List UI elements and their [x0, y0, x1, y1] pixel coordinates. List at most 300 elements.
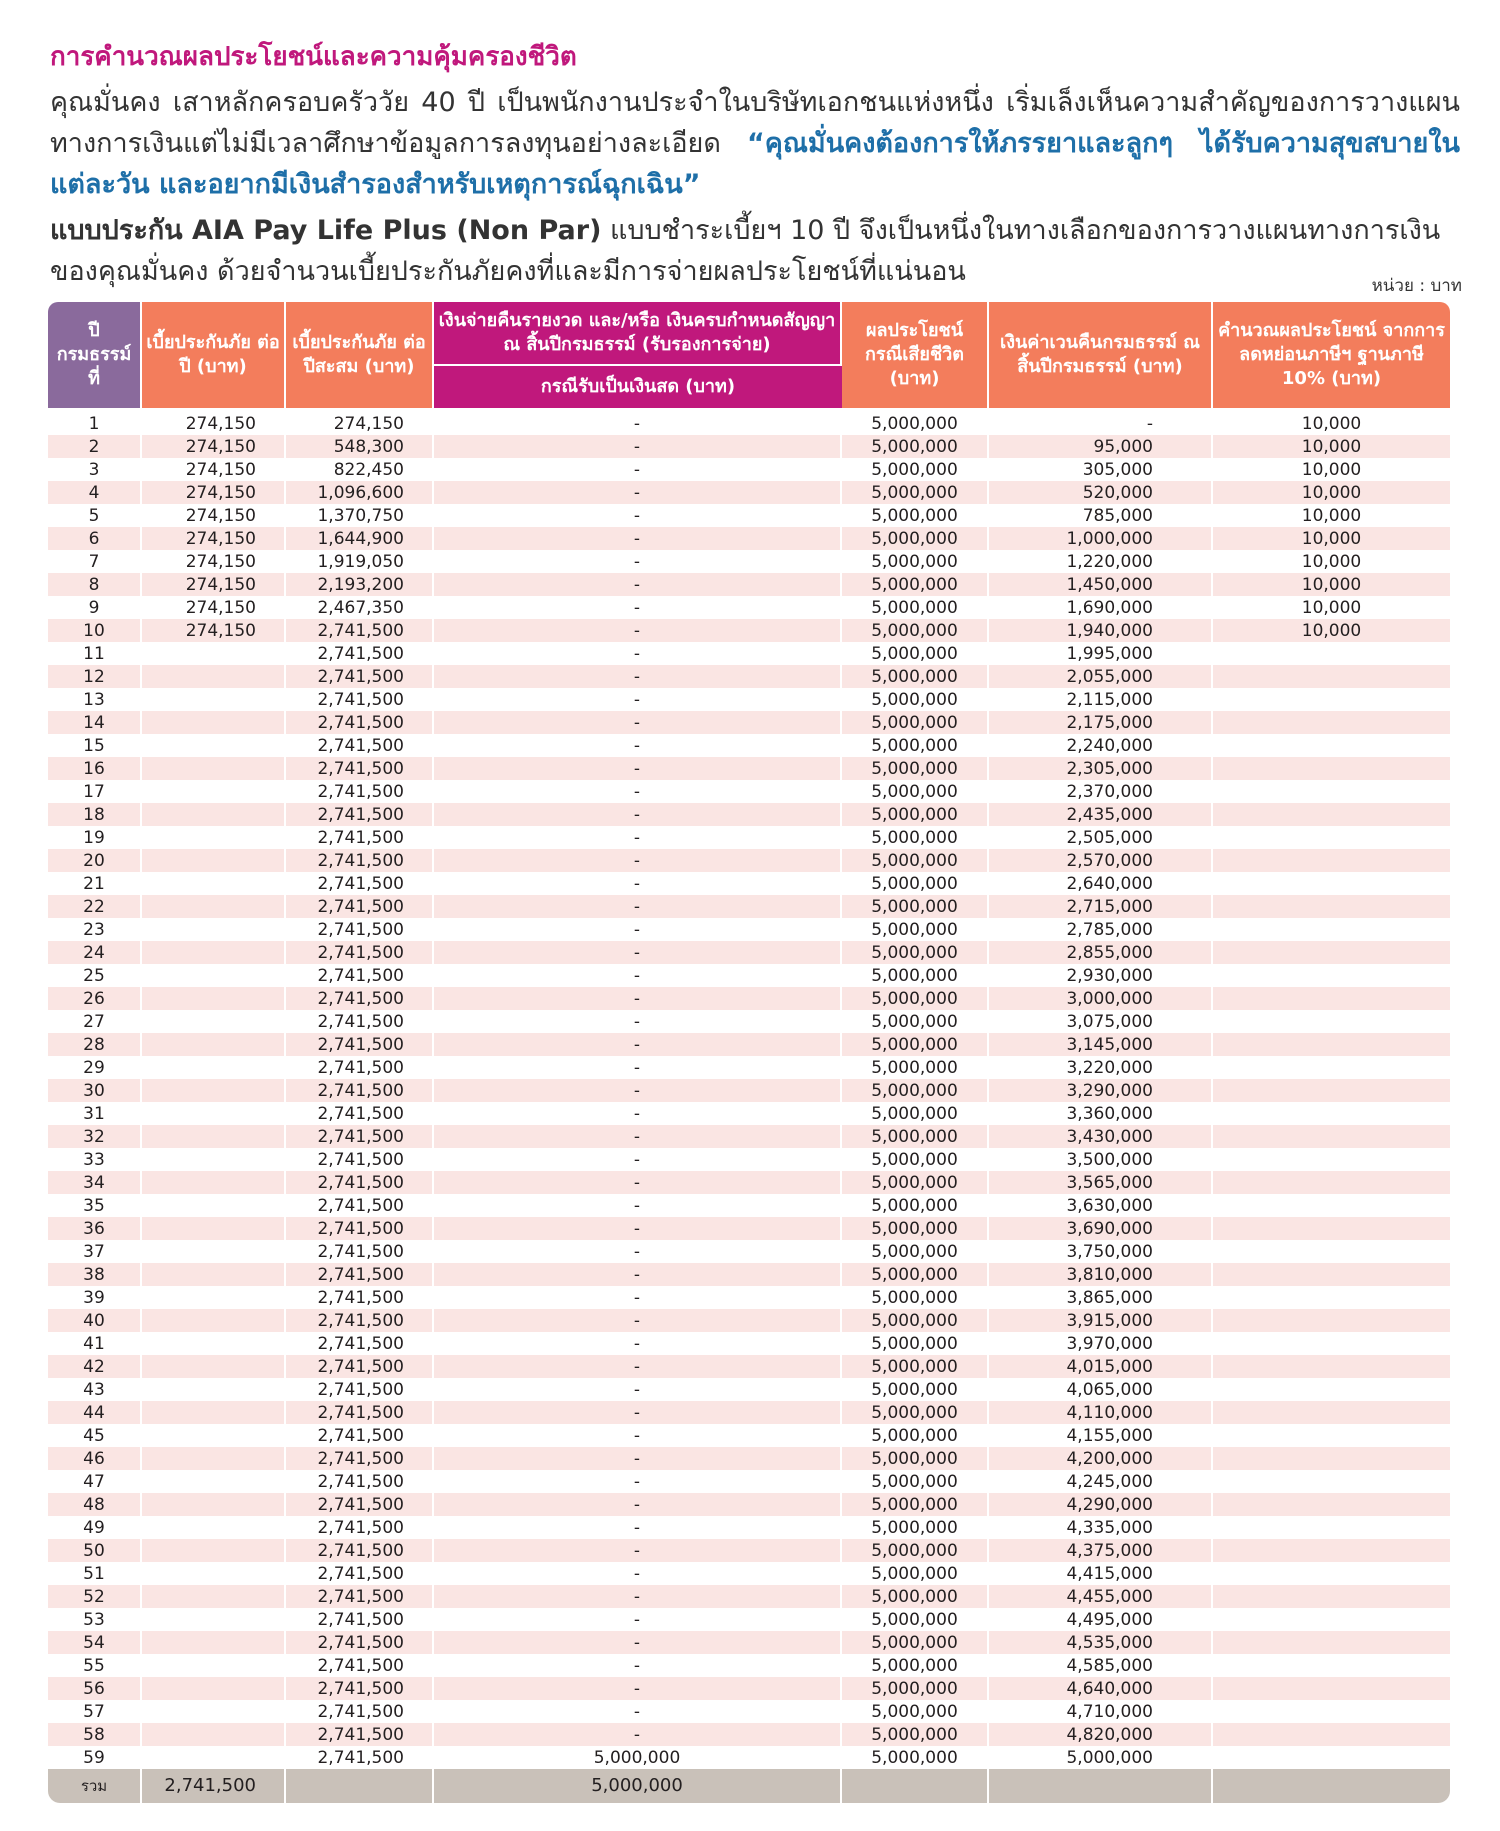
cell-payout: - [434, 688, 842, 711]
cell-premium [142, 734, 286, 757]
cell-premium [142, 1240, 286, 1263]
table-row [48, 481, 1450, 504]
cell-cash-value: 785,000 [989, 504, 1213, 527]
table-row [48, 1217, 1450, 1240]
cell-cumulative: 2,741,500 [286, 1378, 434, 1401]
cell-death-benefit: 5,000,000 [842, 1309, 989, 1332]
cell-cumulative: 2,741,500 [286, 1746, 434, 1769]
table-row [48, 1033, 1450, 1056]
cell-cumulative: 2,741,500 [286, 1700, 434, 1723]
cell-cash-value: 4,495,000 [989, 1608, 1213, 1631]
total-tax-empty [1213, 1769, 1450, 1803]
table-row [48, 1585, 1450, 1608]
cell-premium [142, 849, 286, 872]
cell-death-benefit: 5,000,000 [842, 1286, 989, 1309]
cell-cash-value: 2,785,000 [989, 918, 1213, 941]
cell-premium [142, 1516, 286, 1539]
cell-premium: 274,150 [142, 573, 286, 596]
cell-cash-value: 3,000,000 [989, 987, 1213, 1010]
table-row [48, 550, 1450, 573]
cell-cumulative: 2,467,350 [286, 596, 434, 619]
cell-tax-benefit [1213, 1585, 1450, 1608]
table-row [48, 1677, 1450, 1700]
cell-premium [142, 872, 286, 895]
header-death-benefit: ผลประโยชน์ กรณีเสียชีวิต (บาท) [842, 302, 989, 408]
table-row [48, 665, 1450, 688]
cell-premium [142, 1171, 286, 1194]
total-cash-empty [989, 1769, 1213, 1803]
cell-cumulative: 2,741,500 [286, 895, 434, 918]
cell-premium [142, 1125, 286, 1148]
cell-cumulative: 822,450 [286, 458, 434, 481]
cell-cash-value: 1,940,000 [989, 619, 1213, 642]
cell-tax-benefit [1213, 1263, 1450, 1286]
cell-cumulative: 2,741,500 [286, 987, 434, 1010]
cell-cumulative: 1,096,600 [286, 481, 434, 504]
table-row [48, 826, 1450, 849]
table-row [48, 1378, 1450, 1401]
cell-death-benefit: 5,000,000 [842, 1424, 989, 1447]
cell-year: 44 [48, 1401, 142, 1424]
cell-death-benefit: 5,000,000 [842, 619, 989, 642]
cell-cash-value: 4,110,000 [989, 1401, 1213, 1424]
cell-cumulative: 2,741,500 [286, 1447, 434, 1470]
table-row [48, 780, 1450, 803]
cell-cash-value: 4,455,000 [989, 1585, 1213, 1608]
cell-year: 18 [48, 803, 142, 826]
cell-payout: - [434, 1516, 842, 1539]
cell-payout: - [434, 1079, 842, 1102]
table-row [48, 504, 1450, 527]
cell-premium [142, 688, 286, 711]
cell-cash-value: 3,915,000 [989, 1309, 1213, 1332]
cell-cumulative: 2,741,500 [286, 1493, 434, 1516]
cell-premium [142, 1056, 286, 1079]
cell-year: 30 [48, 1079, 142, 1102]
cell-payout: - [434, 1677, 842, 1700]
cell-payout: - [434, 1240, 842, 1263]
cell-year: 35 [48, 1194, 142, 1217]
cell-tax-benefit [1213, 1125, 1450, 1148]
cell-year: 28 [48, 1033, 142, 1056]
table-row [48, 1424, 1450, 1447]
cell-death-benefit: 5,000,000 [842, 1608, 989, 1631]
table-row [48, 619, 1450, 642]
cell-tax-benefit [1213, 803, 1450, 826]
cell-tax-benefit: 10,000 [1213, 458, 1450, 481]
cell-tax-benefit [1213, 1424, 1450, 1447]
cell-death-benefit: 5,000,000 [842, 1171, 989, 1194]
cell-cash-value: 3,430,000 [989, 1125, 1213, 1148]
cell-cumulative: 2,741,500 [286, 1516, 434, 1539]
cell-cumulative: 2,741,500 [286, 1263, 434, 1286]
cell-death-benefit: 5,000,000 [842, 435, 989, 458]
page-title: การคำนวณผลประโยชน์และความคุ้มครองชีวิต [50, 42, 577, 72]
cell-death-benefit: 5,000,000 [842, 734, 989, 757]
cell-tax-benefit: 10,000 [1213, 619, 1450, 642]
cell-premium [142, 1148, 286, 1171]
cell-tax-benefit [1213, 1378, 1450, 1401]
table-row [48, 642, 1450, 665]
cell-year: 19 [48, 826, 142, 849]
cell-cumulative: 2,741,500 [286, 665, 434, 688]
cell-year: 10 [48, 619, 142, 642]
cell-death-benefit: 5,000,000 [842, 1102, 989, 1125]
table-row [48, 1194, 1450, 1217]
header-tax-benefit: คำนวณผลประโยชน์ จากการลดหย่อนภาษีฯ ฐานภาษี 10% (บาท) [1213, 302, 1450, 408]
cell-death-benefit: 5,000,000 [842, 1539, 989, 1562]
cell-tax-benefit [1213, 1723, 1450, 1746]
cell-year: 29 [48, 1056, 142, 1079]
cell-cash-value: 4,155,000 [989, 1424, 1213, 1447]
cell-cumulative: 2,741,500 [286, 780, 434, 803]
cell-premium [142, 665, 286, 688]
cell-death-benefit: 5,000,000 [842, 1079, 989, 1102]
cell-death-benefit: 5,000,000 [842, 780, 989, 803]
cell-cumulative: 2,741,500 [286, 1056, 434, 1079]
cell-year: 54 [48, 1631, 142, 1654]
cell-death-benefit: 5,000,000 [842, 573, 989, 596]
cell-tax-benefit [1213, 757, 1450, 780]
cell-cumulative: 274,150 [286, 408, 434, 435]
table-row [48, 964, 1450, 987]
cell-year: 2 [48, 435, 142, 458]
cell-tax-benefit [1213, 826, 1450, 849]
cell-tax-benefit [1213, 1286, 1450, 1309]
cell-year: 32 [48, 1125, 142, 1148]
cell-payout: - [434, 1539, 842, 1562]
cell-cumulative: 2,741,500 [286, 1240, 434, 1263]
cell-tax-benefit [1213, 849, 1450, 872]
cell-cash-value: 4,535,000 [989, 1631, 1213, 1654]
cell-cumulative: 2,741,500 [286, 803, 434, 826]
cell-year: 58 [48, 1723, 142, 1746]
cell-year: 13 [48, 688, 142, 711]
table-row [48, 1608, 1450, 1631]
cell-death-benefit: 5,000,000 [842, 826, 989, 849]
cell-premium [142, 1033, 286, 1056]
cell-cumulative: 2,741,500 [286, 1079, 434, 1102]
cell-payout: - [434, 596, 842, 619]
total-premium: 2,741,500 [142, 1769, 286, 1803]
table-row [48, 435, 1450, 458]
cell-year: 59 [48, 1746, 142, 1769]
cell-year: 11 [48, 642, 142, 665]
total-row [48, 1769, 1450, 1803]
cell-premium: 274,150 [142, 481, 286, 504]
cell-year: 15 [48, 734, 142, 757]
cell-premium [142, 803, 286, 826]
cell-payout: - [434, 1033, 842, 1056]
cell-death-benefit: 5,000,000 [842, 1033, 989, 1056]
cell-payout: - [434, 1424, 842, 1447]
total-label: รวม [48, 1769, 142, 1803]
cell-payout: - [434, 1562, 842, 1585]
cell-cash-value: 2,240,000 [989, 734, 1213, 757]
cell-payout: - [434, 1700, 842, 1723]
benefit-table [48, 302, 1450, 1803]
cell-cash-value: 3,075,000 [989, 1010, 1213, 1033]
cell-tax-benefit [1213, 918, 1450, 941]
cell-cash-value: 4,710,000 [989, 1700, 1213, 1723]
cell-premium [142, 780, 286, 803]
cell-year: 1 [48, 408, 142, 435]
cell-tax-benefit [1213, 1010, 1450, 1033]
cell-payout: - [434, 1378, 842, 1401]
cell-year: 3 [48, 458, 142, 481]
table-row [48, 1447, 1450, 1470]
cell-premium [142, 1332, 286, 1355]
cell-cumulative: 2,741,500 [286, 711, 434, 734]
cell-payout: - [434, 1470, 842, 1493]
cell-year: 42 [48, 1355, 142, 1378]
cell-payout: - [434, 665, 842, 688]
cell-cash-value: 3,750,000 [989, 1240, 1213, 1263]
cell-premium: 274,150 [142, 619, 286, 642]
cell-tax-benefit [1213, 734, 1450, 757]
cell-tax-benefit [1213, 1332, 1450, 1355]
table-header [48, 302, 1450, 408]
cell-payout: - [434, 711, 842, 734]
cell-cash-value: 1,220,000 [989, 550, 1213, 573]
cell-cumulative: 2,741,500 [286, 1332, 434, 1355]
cell-cumulative: 2,741,500 [286, 1217, 434, 1240]
cell-cumulative: 2,741,500 [286, 1654, 434, 1677]
cell-death-benefit: 5,000,000 [842, 1723, 989, 1746]
table-row [48, 1516, 1450, 1539]
cell-cumulative: 2,741,500 [286, 1125, 434, 1148]
cell-death-benefit: 5,000,000 [842, 1194, 989, 1217]
cell-year: 26 [48, 987, 142, 1010]
cell-cumulative: 2,741,500 [286, 1010, 434, 1033]
cell-death-benefit: 5,000,000 [842, 1378, 989, 1401]
table-row [48, 1746, 1450, 1769]
cell-premium [142, 1631, 286, 1654]
cell-death-benefit: 5,000,000 [842, 872, 989, 895]
cell-premium [142, 1700, 286, 1723]
cell-year: 4 [48, 481, 142, 504]
cell-cumulative: 2,741,500 [286, 1723, 434, 1746]
cell-payout: - [434, 1194, 842, 1217]
table-row [48, 527, 1450, 550]
cell-cumulative: 2,741,500 [286, 642, 434, 665]
cell-tax-benefit [1213, 1539, 1450, 1562]
cell-death-benefit: 5,000,000 [842, 849, 989, 872]
cell-payout: - [434, 826, 842, 849]
intro-paragraph [50, 82, 1460, 205]
cell-cash-value: 3,810,000 [989, 1263, 1213, 1286]
cell-cash-value: 2,570,000 [989, 849, 1213, 872]
cell-death-benefit: 5,000,000 [842, 1148, 989, 1171]
cell-tax-benefit [1213, 1470, 1450, 1493]
cell-cumulative: 2,741,500 [286, 1355, 434, 1378]
cell-payout: - [434, 504, 842, 527]
cell-death-benefit: 5,000,000 [842, 1355, 989, 1378]
table-row [48, 688, 1450, 711]
table-row [48, 1286, 1450, 1309]
cell-tax-benefit [1213, 1217, 1450, 1240]
cell-payout: - [434, 1102, 842, 1125]
cell-death-benefit: 5,000,000 [842, 408, 989, 435]
header-premium: เบี้ยประกันภัย ต่อปี (บาท) [142, 302, 286, 408]
cell-tax-benefit [1213, 1746, 1450, 1769]
cell-year: 9 [48, 596, 142, 619]
cell-cash-value: 1,450,000 [989, 573, 1213, 596]
cell-payout: - [434, 1217, 842, 1240]
intro-quote: “คุณมั่นคงต้องการให้ภรรยาและลูกๆ ได้รับความสุขสบายในแต่ละวัน และอยากมีเงินสำรองสำหรับเหตุการณ์ฉุกเฉิน” [50, 128, 1461, 200]
cell-premium [142, 826, 286, 849]
cell-year: 36 [48, 1217, 142, 1240]
cell-cash-value: 3,220,000 [989, 1056, 1213, 1079]
cell-tax-benefit [1213, 711, 1450, 734]
cell-payout: - [434, 964, 842, 987]
cell-premium: 274,150 [142, 527, 286, 550]
cell-tax-benefit [1213, 688, 1450, 711]
cell-year: 34 [48, 1171, 142, 1194]
cell-year: 51 [48, 1562, 142, 1585]
plan-name: แบบประกัน AIA Pay Life Plus (Non Par) [50, 215, 602, 246]
table-row [48, 1654, 1450, 1677]
cell-premium [142, 757, 286, 780]
cell-premium [142, 1447, 286, 1470]
header-year: ปี กรมธรรม์ ที่ [48, 302, 142, 408]
table-row [48, 849, 1450, 872]
cell-cumulative: 2,741,500 [286, 849, 434, 872]
cell-year: 14 [48, 711, 142, 734]
cell-cumulative: 2,741,500 [286, 1033, 434, 1056]
cell-payout: - [434, 550, 842, 573]
cell-death-benefit: 5,000,000 [842, 711, 989, 734]
cell-year: 20 [48, 849, 142, 872]
plan-paragraph [50, 210, 1460, 292]
cell-cumulative: 2,193,200 [286, 573, 434, 596]
cell-death-benefit: 5,000,000 [842, 1401, 989, 1424]
cell-death-benefit: 5,000,000 [842, 1516, 989, 1539]
cell-cumulative: 1,370,750 [286, 504, 434, 527]
cell-premium [142, 1401, 286, 1424]
cell-death-benefit: 5,000,000 [842, 1217, 989, 1240]
cell-death-benefit: 5,000,000 [842, 1332, 989, 1355]
cell-premium [142, 987, 286, 1010]
cell-death-benefit: 5,000,000 [842, 1493, 989, 1516]
cell-cash-value: 2,855,000 [989, 941, 1213, 964]
cell-payout: - [434, 734, 842, 757]
cell-premium [142, 1470, 286, 1493]
cell-cumulative: 2,741,500 [286, 1677, 434, 1700]
table-row [48, 573, 1450, 596]
cell-year: 46 [48, 1447, 142, 1470]
cell-cash-value: 4,015,000 [989, 1355, 1213, 1378]
cell-cumulative: 2,741,500 [286, 826, 434, 849]
cell-year: 41 [48, 1332, 142, 1355]
cell-premium [142, 1723, 286, 1746]
cell-tax-benefit [1213, 1677, 1450, 1700]
cell-year: 16 [48, 757, 142, 780]
header-cash-value: เงินค่าเวนคืนกรมธรรม์ ณ สิ้นปีกรมธรรม์ (บาท) [989, 302, 1213, 408]
cell-cash-value: - [989, 408, 1213, 435]
cell-cash-value: 520,000 [989, 481, 1213, 504]
table-row [48, 734, 1450, 757]
cell-tax-benefit: 10,000 [1213, 573, 1450, 596]
cell-premium [142, 1309, 286, 1332]
cell-cumulative: 2,741,500 [286, 1631, 434, 1654]
cell-year: 49 [48, 1516, 142, 1539]
cell-cumulative: 2,741,500 [286, 1148, 434, 1171]
table-row [48, 895, 1450, 918]
cell-premium [142, 1608, 286, 1631]
cell-tax-benefit [1213, 1562, 1450, 1585]
cell-cash-value: 4,375,000 [989, 1539, 1213, 1562]
cell-cash-value: 3,865,000 [989, 1286, 1213, 1309]
cell-cumulative: 2,741,500 [286, 1608, 434, 1631]
cell-year: 6 [48, 527, 142, 550]
cell-year: 12 [48, 665, 142, 688]
cell-cash-value: 3,290,000 [989, 1079, 1213, 1102]
cell-year: 47 [48, 1470, 142, 1493]
cell-payout: - [434, 481, 842, 504]
cell-death-benefit: 5,000,000 [842, 642, 989, 665]
cell-death-benefit: 5,000,000 [842, 1263, 989, 1286]
cell-tax-benefit: 10,000 [1213, 435, 1450, 458]
cell-cash-value: 2,640,000 [989, 872, 1213, 895]
cell-premium: 274,150 [142, 458, 286, 481]
cell-premium [142, 1010, 286, 1033]
cell-cash-value: 4,585,000 [989, 1654, 1213, 1677]
cell-premium [142, 964, 286, 987]
table-row [48, 1401, 1450, 1424]
cell-payout: - [434, 1286, 842, 1309]
table-row [48, 711, 1450, 734]
table-row [48, 1171, 1450, 1194]
cell-death-benefit: 5,000,000 [842, 1585, 989, 1608]
cell-death-benefit: 5,000,000 [842, 665, 989, 688]
header-cumulative: เบี้ยประกันภัย ต่อปีสะสม (บาท) [286, 302, 434, 408]
cell-cash-value: 2,115,000 [989, 688, 1213, 711]
cell-cumulative: 2,741,500 [286, 1286, 434, 1309]
cell-death-benefit: 5,000,000 [842, 941, 989, 964]
total-payout: 5,000,000 [434, 1769, 842, 1803]
cell-payout: - [434, 1723, 842, 1746]
cell-premium [142, 918, 286, 941]
cell-year: 57 [48, 1700, 142, 1723]
cell-year: 39 [48, 1286, 142, 1309]
table-row [48, 1631, 1450, 1654]
cell-payout: - [434, 757, 842, 780]
table-row [48, 1355, 1450, 1378]
cell-payout: - [434, 1010, 842, 1033]
cell-cash-value: 2,055,000 [989, 665, 1213, 688]
cell-cumulative: 2,741,500 [286, 1309, 434, 1332]
cell-premium [142, 1424, 286, 1447]
cell-tax-benefit: 10,000 [1213, 481, 1450, 504]
table-row [48, 1309, 1450, 1332]
cell-cumulative: 2,741,500 [286, 1539, 434, 1562]
cell-cash-value: 2,175,000 [989, 711, 1213, 734]
unit-label: หน่วย : บาท [1371, 276, 1462, 296]
cell-cash-value: 5,000,000 [989, 1746, 1213, 1769]
cell-tax-benefit [1213, 1401, 1450, 1424]
cell-cumulative: 2,741,500 [286, 918, 434, 941]
cell-premium [142, 1079, 286, 1102]
cell-cash-value: 2,715,000 [989, 895, 1213, 918]
cell-cash-value: 1,000,000 [989, 527, 1213, 550]
table-row [48, 458, 1450, 481]
cell-cumulative: 2,741,500 [286, 1585, 434, 1608]
cell-death-benefit: 5,000,000 [842, 1010, 989, 1033]
cell-death-benefit: 5,000,000 [842, 504, 989, 527]
cell-cash-value: 4,640,000 [989, 1677, 1213, 1700]
table-row [48, 872, 1450, 895]
